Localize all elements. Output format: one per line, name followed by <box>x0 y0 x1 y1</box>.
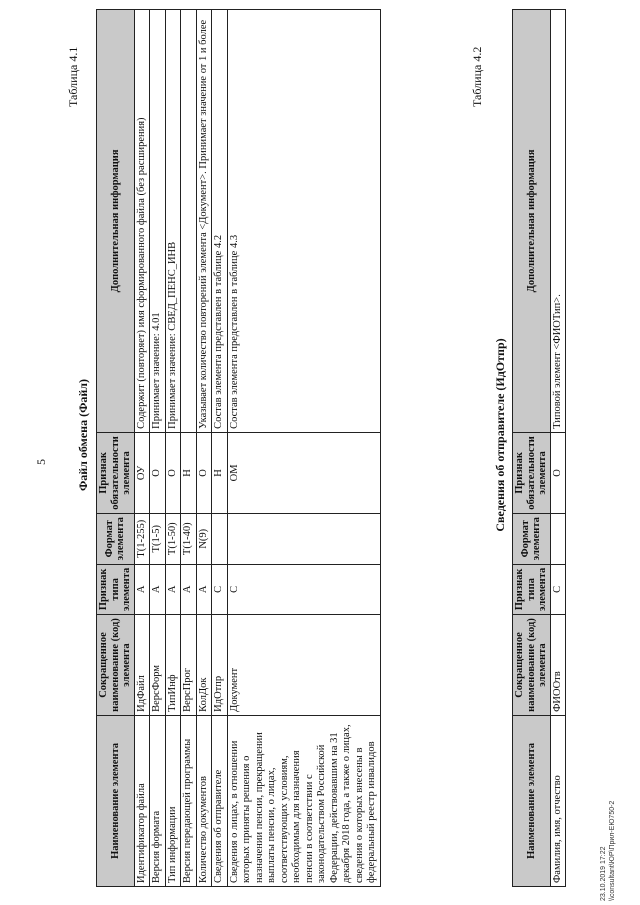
header-cell: Дополнительная информация <box>513 10 551 433</box>
cell-additional-info: Указывает количество повторений элемента <Документ>. Принимает значение от 1 и более <box>196 10 212 433</box>
cell-element-format <box>227 513 380 564</box>
cell-element-format: Т(1-40) <box>181 513 197 564</box>
cell-element-name: Версия формата <box>150 715 166 886</box>
cell-element-name: Тип информации <box>165 715 181 886</box>
footer-file-path: \\consultant\ЮР\Прил-ЕЮ750-2 <box>609 800 616 901</box>
table-header-row <box>97 10 135 887</box>
sender-info-table <box>512 9 566 887</box>
cell-additional-info: Принимает значение: СВЕД_ПЕНС_ИНВ <box>165 10 181 433</box>
cell-required: Н <box>212 432 228 513</box>
cell-additional-info: Содержит (повторяет) имя сформированного файла (без расширения) <box>134 10 150 433</box>
cell-element-code: ИдОтпр <box>212 615 228 716</box>
cell-additional-info: Типовой элемент <ФИОТип>. <box>550 10 566 433</box>
table2-caption: Сведения об отправителе (ИдОтпр) <box>493 338 507 532</box>
cell-element-format: N(9) <box>196 513 212 564</box>
cell-element-type: С <box>550 564 566 615</box>
table-header-row <box>513 10 551 887</box>
header-cell: Признак типа элемента <box>513 564 551 615</box>
header-cell: Сокращенное наименование (код) элемента <box>97 615 135 716</box>
page-number: 5 <box>34 459 48 465</box>
cell-required: ОМ <box>227 432 380 513</box>
cell-element-code: ФИООтв <box>550 615 566 716</box>
cell-additional-info: Состав элемента представлен в таблице 4.3 <box>227 10 380 433</box>
cell-element-code: ВерсФорм <box>150 615 166 716</box>
header-cell: Формат элемента <box>97 513 135 564</box>
cell-element-type: А <box>196 564 212 615</box>
cell-element-type: А <box>134 564 150 615</box>
table1-label: Таблица 4.1 <box>66 46 80 107</box>
cell-element-format <box>550 513 566 564</box>
cell-additional-info <box>181 10 197 433</box>
cell-element-type: С <box>212 564 228 615</box>
cell-required: О <box>165 432 181 513</box>
cell-element-type: С <box>227 564 380 615</box>
table-row <box>150 10 166 887</box>
header-cell: Признак типа элемента <box>97 564 135 615</box>
cell-element-name: Количество документов <box>196 715 212 886</box>
table-row <box>134 10 150 887</box>
footer-timestamp: 23.10.2019 17:22 <box>600 846 607 901</box>
cell-element-code: КолДок <box>196 615 212 716</box>
cell-element-code: Документ <box>227 615 380 716</box>
cell-element-format <box>212 513 228 564</box>
table1-caption: Файл обмена (Файл) <box>76 378 90 492</box>
table-row <box>196 10 212 887</box>
cell-element-name: Сведения о лицах, в отношении которых приняты решения о назначении пенсии, прекращении выплаты пенсии, о лицах, соответствующих условиям, необходимым для назначения пенсии в соответствии с законодательством Российской Федерации, действовавшим на 31 декабря 2018 года, а также о лицах, сведения о которых внесены в федеральный реестр инвалидов <box>227 715 380 886</box>
cell-element-type: А <box>165 564 181 615</box>
table-row <box>550 10 566 887</box>
cell-element-type: А <box>181 564 197 615</box>
header-cell: Сокращенное наименование (код) элемента <box>513 615 551 716</box>
cell-element-name: Сведения об отправителе <box>212 715 228 886</box>
cell-additional-info: Состав элемента представлен в таблице 4.2 <box>212 10 228 433</box>
cell-element-format: Т(1-50) <box>165 513 181 564</box>
header-cell: Формат элемента <box>513 513 551 564</box>
cell-element-name: Фамилия, имя, отчество <box>550 715 566 886</box>
exchange-file-table <box>96 9 381 887</box>
cell-required: Н <box>181 432 197 513</box>
header-cell: Признак обязательности элемента <box>513 432 551 513</box>
cell-element-code: ИдФайл <box>134 615 150 716</box>
cell-element-format: Т(1-255) <box>134 513 150 564</box>
header-cell: Наименование элемента <box>513 715 551 886</box>
cell-element-name: Версия передающей программы <box>181 715 197 886</box>
table-row <box>212 10 228 887</box>
table-row <box>181 10 197 887</box>
cell-required: О <box>550 432 566 513</box>
table2-label: Таблица 4.2 <box>470 46 484 107</box>
cell-required: О <box>150 432 166 513</box>
table-row <box>227 10 380 887</box>
cell-element-format: Т(1-5) <box>150 513 166 564</box>
header-cell: Наименование элемента <box>97 715 135 886</box>
header-cell: Признак обязательности элемента <box>97 432 135 513</box>
cell-additional-info: Принимает значение: 4.01 <box>150 10 166 433</box>
cell-element-code: ВерсПрог <box>181 615 197 716</box>
header-cell: Дополнительная информация <box>97 10 135 433</box>
cell-required: ОУ <box>134 432 150 513</box>
table-row <box>165 10 181 887</box>
cell-required: О <box>196 432 212 513</box>
cell-element-type: А <box>150 564 166 615</box>
cell-element-name: Идентификатор файла <box>134 715 150 886</box>
cell-element-code: ТипИнф <box>165 615 181 716</box>
